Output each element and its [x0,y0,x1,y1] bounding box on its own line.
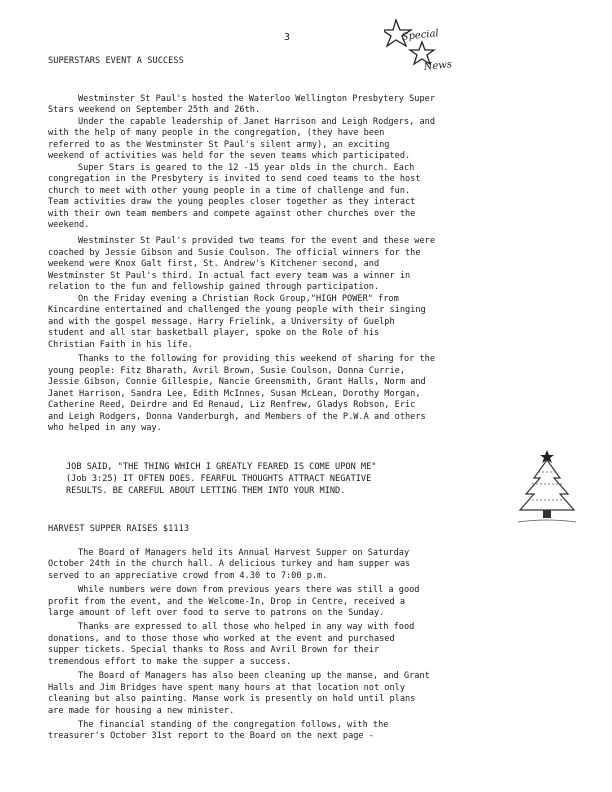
body-line: Halls and Jim Bridges have spent many hours at that location not only [48,683,405,693]
body-line: The Board of Managers has also been cleaning up the manse, and Grant [78,671,430,681]
page-number: 3 [284,32,291,43]
body-line: Catherine Reed, Deirdre and Ed Renaud, Liz Renfrew, Gladys Robson, Eric [48,400,416,410]
body-line: The Board of Managers held its Annual Harvest Supper on Saturday [78,548,410,558]
body-line: Super Stars is geared to the 12 -15 year olds in the church. Each [78,163,415,173]
body-line: served to an appreciative crowd from 4.30 to 7:00 p.m. [48,571,328,581]
body-line: profit from the event, and the Welcome-In, Drop in Centre, received a [48,597,405,607]
body-line: congregation in the Presbytery is invited to send coed teams to the host [48,174,421,184]
body-line: weekend. [48,220,90,230]
svg-text:Special: Special [401,28,440,43]
body-line: coached by Jessie Gibson and Susie Coulson. The official winners for the [48,248,421,258]
body-line: student and all star basketball player, spoke on the Role of his [48,328,380,338]
article-heading-superstars: SUPERSTARS EVENT A SUCCESS [48,56,184,66]
svg-text:News: News [423,59,453,73]
body-line: cleaning but also painting. Manse work is presently on hold until plans [48,694,416,704]
body-line: and with the gospel message. Harry Frielink, a University of Guelph [48,317,395,327]
body-line: large amount of left over food to serve to patrons on the Sunday. [48,608,385,618]
body-line: donations, and to those those who worked at the event and purchased [48,634,395,644]
body-line: On the Friday evening a Christian Rock Group,"HIGH POWER" from [78,294,399,304]
special-news-stars-logo [384,18,456,80]
body-line: Christian Faith in his life. [48,340,193,350]
body-line: who helped in any way. [48,423,162,433]
body-line: The financial standing of the congregation follows, with the [78,720,389,730]
body-line: tremendous effort to make the supper a success. [48,657,292,667]
quote-line: JOB SAID, "THE THING WHICH I GREATLY FEARED IS COME UPON ME" [66,462,377,472]
body-line: church to meet with other young people in a time of challenge and fun. [48,186,411,196]
quote-line: RESULTS. BE CAREFUL ABOUT LETTING THEM INTO YOUR MIND. [66,486,346,496]
body-line: Janet Harrison, Sandra Lee, Edith McInnes, Susan McLean, Dorothy Morgan, [48,389,421,399]
body-line: Thanks are expressed to all those who helped in any way with food [78,622,415,632]
body-line: and Leigh Rodgers, Donna Vanderburgh, and Members of the P.W.A and others [48,412,426,422]
body-line: Thanks to the following for providing this weekend of sharing for the [78,354,435,364]
body-line: Westminster St Paul's provided two teams for the event and these were [78,236,435,246]
body-line: young people: Fitz Bharath, Avril Brown, Susie Coulson, Donna Currie, [48,366,405,376]
body-line: are made for housing a new minister. [48,706,235,716]
body-line: supper tickets. Special thanks to Ross and Avril Brown for their [48,645,380,655]
body-line: weekend were Knox Galt first, St. Andrew's Kitchener second, and [48,259,380,269]
body-line: referred to as the Westminster St Paul's silent army), an exciting [48,140,390,150]
body-line: Westminster St Paul's third. In actual fact every team was a winner in [48,271,411,281]
body-line: with the help of many people in the congregation, (they have been [48,128,385,138]
body-line: Kincardine entertained and challenged the young people with their singing [48,305,426,315]
body-line: Jessie Gibson, Connie Gillespie, Nancie Greensmith, Grant Halls, Norm and [48,377,426,387]
body-line: Stars weekend on September 25th and 26th. [48,105,261,115]
body-line: with their own team members and compete against other churches over the [48,209,416,219]
body-line: October 24th in the church hall. A delicious turkey and ham supper was [48,559,411,569]
body-line: Team activities draw the young peoples closer together as they interact [48,197,416,207]
christmas-tree-icon [512,448,582,528]
quote-line: (Job 3:25) IT OFTEN DOES. FEARFUL THOUGHTS ATTRACT NEGATIVE [66,474,372,484]
body-line: relation to the fun and fellowship gained through participation. [48,282,380,292]
body-line: Westminster St Paul's hosted the Waterloo Wellington Presbytery Super [78,94,435,104]
body-line: While numbers were down from previous years there was still a good [78,585,420,595]
body-line: weekend of activities was held for the seven teams which participated. [48,151,411,161]
body-line: Under the capable leadership of Janet Harrison and Leigh Rodgers, and [78,117,435,127]
body-line: treasurer's October 31st report to the Board on the next page - [48,731,374,741]
article-heading-harvest-supper: HARVEST SUPPER RAISES $1113 [48,524,190,534]
